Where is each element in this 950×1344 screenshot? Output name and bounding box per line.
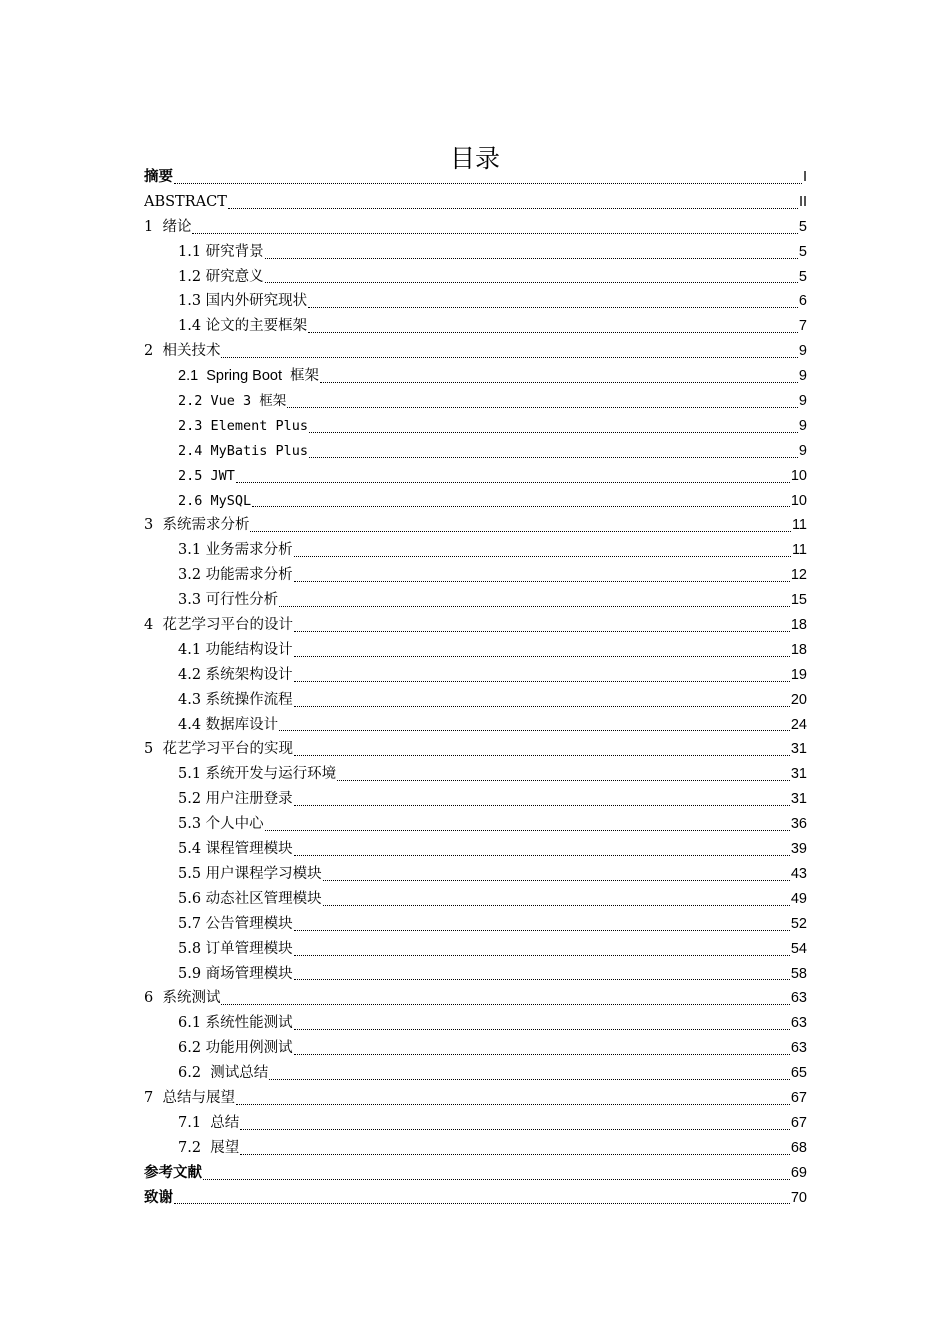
- toc-entry[interactable]: [144, 887, 807, 912]
- toc-entry[interactable]: [144, 265, 807, 290]
- toc-entry-page-number: 58: [790, 965, 807, 982]
- toc-entry[interactable]: [144, 663, 807, 688]
- toc-entry-page-number: 9: [798, 343, 807, 360]
- toc-dot-leader: [221, 357, 797, 358]
- toc-dot-leader: [279, 606, 790, 607]
- toc-entry-title: 7.1 总结: [178, 1114, 240, 1131]
- toc-entry-page-number: 9: [798, 393, 807, 410]
- toc-entry[interactable]: [144, 762, 807, 787]
- toc-entry-page-number: 18: [790, 617, 807, 634]
- toc-entry-page-number: 6: [798, 293, 807, 310]
- toc-dot-leader: [236, 1104, 790, 1105]
- toc-entry[interactable]: [144, 688, 807, 713]
- toc-entry-page-number: 63: [790, 990, 807, 1007]
- toc-entry[interactable]: [144, 713, 807, 738]
- toc-entry-title: 5.1 系统开发与运行环境: [178, 766, 337, 783]
- toc-entry-page-number: 9: [798, 417, 807, 434]
- toc-entry[interactable]: [144, 314, 807, 339]
- toc-entry[interactable]: [144, 1036, 807, 1061]
- toc-dot-leader: [294, 955, 790, 956]
- toc-entry-title: 2.4 MyBatis Plus: [178, 442, 309, 459]
- toc-entry-page-number: 9: [798, 368, 807, 385]
- toc-entry[interactable]: [144, 613, 807, 638]
- toc-entry[interactable]: [144, 1186, 807, 1211]
- toc-entry-page-number: 9: [798, 442, 807, 459]
- toc-dot-leader: [294, 581, 790, 582]
- toc-entry[interactable]: [144, 240, 807, 265]
- toc-entry[interactable]: [144, 937, 807, 962]
- toc-entry-page-number: I: [802, 169, 807, 185]
- toc-dot-leader: [294, 1054, 790, 1055]
- toc-entry[interactable]: [144, 862, 807, 887]
- toc-entry-title: 4.3 系统操作流程: [178, 691, 293, 708]
- toc-entry-title: 摘要: [144, 168, 173, 185]
- toc-entry-title: 5.6 动态社区管理模块: [178, 890, 322, 907]
- toc-entry[interactable]: [144, 165, 807, 190]
- toc-dot-leader: [308, 332, 798, 333]
- toc-dot-leader: [294, 656, 790, 657]
- toc-entry[interactable]: [144, 489, 807, 514]
- toc-entry-title: 3.2 功能需求分析: [178, 567, 293, 584]
- toc-entry-page-number: 31: [790, 741, 807, 758]
- toc-entry-title: 2.3 Element Plus: [178, 417, 309, 434]
- toc-entry-title: 1.2 研究意义: [178, 268, 264, 285]
- toc-dot-leader: [192, 233, 797, 234]
- toc-entry-title: 2.6 MySQL: [178, 492, 252, 509]
- toc-entry-title: 5.4 课程管理模块: [178, 841, 293, 858]
- toc-entry-title: 致谢: [144, 1188, 173, 1206]
- toc-entry-title: 5.3 个人中心: [178, 816, 264, 833]
- toc-entry[interactable]: [144, 513, 807, 538]
- toc-entry-title: 4 花艺学习平台的设计: [144, 617, 293, 634]
- page-title: 目录: [449, 143, 500, 173]
- toc-dot-leader: [294, 805, 790, 806]
- toc-entry-page-number: 20: [790, 691, 807, 708]
- toc-dot-leader: [279, 730, 790, 731]
- toc-entry-title: 6.1 系统性能测试: [178, 1015, 293, 1032]
- toc-entry-title: 7.2 展望: [178, 1139, 240, 1156]
- toc-dot-leader: [287, 407, 798, 408]
- toc-entry-title: 5 花艺学习平台的实现: [144, 741, 293, 758]
- toc-dot-leader: [265, 258, 798, 259]
- toc-dot-leader: [221, 1004, 789, 1005]
- toc-entry[interactable]: [144, 563, 807, 588]
- toc-entry-page-number: 5: [798, 268, 807, 285]
- toc-entry-page-number: 63: [790, 1040, 807, 1057]
- toc-entry-title: 5.2 用户注册登录: [178, 791, 293, 808]
- toc-entry-page-number: 31: [790, 791, 807, 808]
- toc-dot-leader: [320, 382, 798, 383]
- toc-entry-title: 5.5 用户课程学习模块: [178, 865, 322, 882]
- toc-entry[interactable]: [144, 389, 807, 414]
- toc-entry-page-number: 68: [790, 1139, 807, 1156]
- toc-dot-leader: [323, 905, 790, 906]
- toc-entry-page-number: 31: [790, 766, 807, 783]
- toc-entry-title: 2.5 JWT: [178, 467, 235, 484]
- toc-entry-title: 5.9 商场管理模块: [178, 965, 293, 982]
- toc-dot-leader: [174, 1203, 790, 1204]
- toc-dot-leader: [269, 1079, 790, 1080]
- toc-entry-title: 1 绪论: [144, 218, 192, 235]
- toc-entry-page-number: 10: [790, 492, 807, 509]
- toc-entry-page-number: 18: [790, 641, 807, 658]
- toc-entry[interactable]: [144, 638, 807, 663]
- toc-entry-page-number: 5: [798, 243, 807, 260]
- toc-dot-leader: [240, 1154, 790, 1155]
- toc-entry[interactable]: [144, 812, 807, 837]
- toc-entry-title: 1.3 国内外研究现状: [178, 293, 308, 310]
- toc-entry-page-number: 11: [791, 542, 807, 559]
- toc-entry-page-number: 19: [790, 666, 807, 683]
- toc-entry[interactable]: [144, 912, 807, 937]
- toc-dot-leader: [203, 1179, 790, 1180]
- toc-entry[interactable]: [144, 439, 807, 464]
- toc-dot-leader: [294, 1029, 790, 1030]
- toc-entry-title: 6.2 功能用例测试: [178, 1040, 293, 1057]
- toc-entry[interactable]: [144, 289, 807, 314]
- toc-dot-leader: [236, 482, 790, 483]
- toc-dot-leader: [174, 183, 802, 184]
- toc-entry[interactable]: [144, 1161, 807, 1186]
- toc-entry-title: 5.8 订单管理模块: [178, 940, 293, 957]
- toc-entry-title: 2 相关技术: [144, 343, 221, 360]
- toc-dot-leader: [323, 880, 790, 881]
- toc-entry-page-number: 67: [790, 1089, 807, 1106]
- toc-entry[interactable]: [144, 1061, 807, 1086]
- toc-entry-title: 3.3 可行性分析: [178, 592, 279, 609]
- toc-dot-leader: [265, 830, 790, 831]
- toc-entry[interactable]: [144, 1086, 807, 1111]
- toc-entry-title: 1.4 论文的主要框架: [178, 318, 308, 335]
- toc-entry-title: 6.2 测试总结: [178, 1065, 269, 1082]
- toc-entry[interactable]: [144, 364, 807, 389]
- toc-dot-leader: [252, 506, 790, 507]
- toc-entry-page-number: 43: [790, 865, 807, 882]
- toc-entry-title: 6 系统测试: [144, 990, 221, 1007]
- toc-entry-page-number: 36: [790, 816, 807, 833]
- toc-entry-page-number: 12: [790, 567, 807, 584]
- toc-entry-page-number: 54: [790, 940, 807, 957]
- toc-dot-leader: [265, 282, 798, 283]
- toc-entry[interactable]: [144, 1011, 807, 1036]
- toc-entry-title: 4.2 系统架构设计: [178, 666, 293, 683]
- toc-entry-title: 参考文献: [144, 1163, 202, 1181]
- toc-dot-leader: [294, 706, 790, 707]
- toc-entry-page-number: 39: [790, 841, 807, 858]
- toc-entry-page-number: 52: [790, 915, 807, 932]
- toc-entry-page-number: II: [798, 193, 807, 210]
- toc-dot-leader: [294, 631, 790, 632]
- toc-entry[interactable]: [144, 1111, 807, 1136]
- toc-entry-page-number: 24: [790, 716, 807, 733]
- toc-entry-title: 4.1 功能结构设计: [178, 641, 293, 658]
- toc-entry-title: ABSTRACT: [144, 193, 227, 210]
- toc-dot-leader: [294, 556, 791, 557]
- toc-entry[interactable]: [144, 986, 807, 1011]
- toc-entry-page-number: 63: [790, 1015, 807, 1032]
- toc-dot-leader: [228, 208, 798, 209]
- toc-entry-title: 3 系统需求分析: [144, 517, 250, 534]
- toc-entry-title: 5.7 公告管理模块: [178, 915, 293, 932]
- toc-dot-leader: [294, 755, 790, 756]
- toc-entry[interactable]: [144, 339, 807, 364]
- toc-dot-leader: [294, 930, 790, 931]
- toc-entry[interactable]: [144, 1136, 807, 1161]
- toc-entry-page-number: 69: [790, 1164, 807, 1181]
- toc-entry-title: 4.4 数据库设计: [178, 716, 279, 733]
- toc-dot-leader: [240, 1129, 790, 1130]
- toc-entry[interactable]: [144, 215, 807, 240]
- toc-entry-title: 3.1 业务需求分析: [178, 542, 293, 559]
- toc-entry-page-number: 65: [790, 1065, 807, 1082]
- toc-entry-title: 1.1 研究背景: [178, 243, 264, 260]
- toc-dot-leader: [294, 979, 790, 980]
- toc-entry[interactable]: [144, 837, 807, 862]
- toc-entry-page-number: 15: [790, 592, 807, 609]
- toc-entry-page-number: 5: [798, 218, 807, 235]
- toc-entry-page-number: 49: [790, 890, 807, 907]
- toc-entry[interactable]: [144, 962, 807, 987]
- toc-entry-title: 2.1 Spring Boot 框架: [178, 368, 320, 385]
- toc-entry[interactable]: [144, 414, 807, 439]
- toc-entry[interactable]: [144, 464, 807, 489]
- table-of-contents: [144, 165, 807, 1210]
- toc-dot-leader: [309, 457, 798, 458]
- toc-entry[interactable]: [144, 737, 807, 762]
- toc-dot-leader: [308, 307, 798, 308]
- toc-entry-page-number: 7: [798, 318, 807, 335]
- toc-entry[interactable]: [144, 787, 807, 812]
- toc-dot-leader: [337, 780, 790, 781]
- toc-entry-page-number: 70: [790, 1189, 807, 1206]
- toc-dot-leader: [250, 531, 790, 532]
- toc-entry-page-number: 11: [791, 517, 807, 534]
- toc-dot-leader: [309, 432, 798, 433]
- toc-entry[interactable]: [144, 190, 807, 215]
- toc-entry-page-number: 67: [790, 1114, 807, 1131]
- toc-entry[interactable]: [144, 588, 807, 613]
- toc-entry-title: 2.2 Vue 3 框架: [178, 393, 287, 410]
- toc-entry-title: 7 总结与展望: [144, 1089, 235, 1106]
- toc-dot-leader: [294, 855, 790, 856]
- toc-entry-page-number: 10: [790, 467, 807, 484]
- toc-entry[interactable]: [144, 538, 807, 563]
- toc-dot-leader: [294, 681, 790, 682]
